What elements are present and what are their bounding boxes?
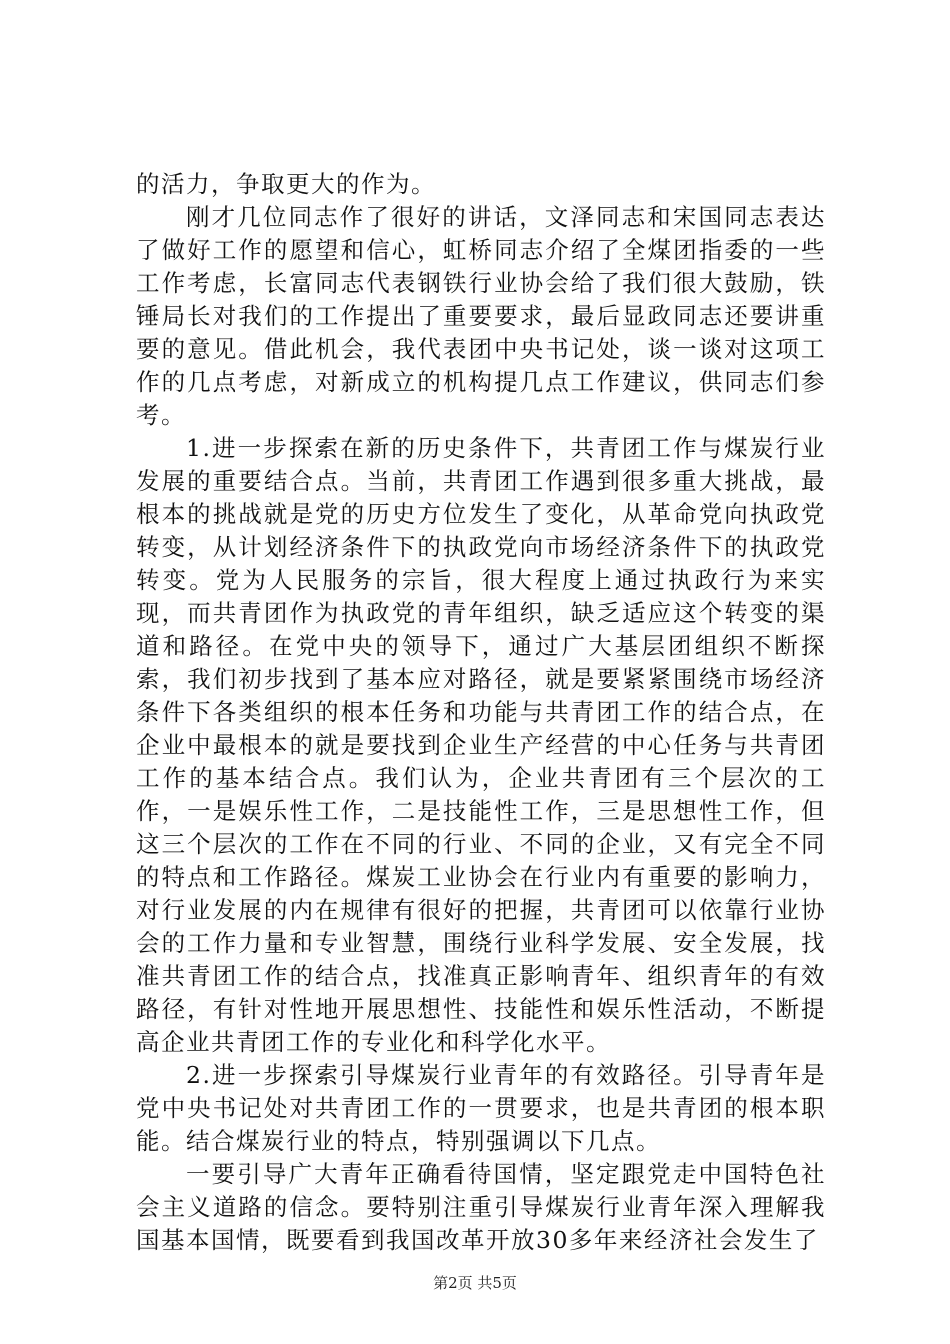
paragraph-point-1: 1.进一步探索在新的历史条件下，共青团工作与煤炭行业发展的重要结合点。当前，共青团工作遇到很多重大挑战，最根本的挑战就是党的历史方位发生了变化，从革命党向执政党转变，从计划经济条件下的执政党向市场经济条件下的执政党转变。党为人民服务的宗旨，很大程度上通过执政行为来实现，而共青团作为执政党的青年组织，缺乏适应这个转变的渠道和路径。在党中央的领导下，通过广大基层团组织不断探索，我们初步找到了基本应对路径，就是要紧紧围绕市场经济条件下各类组织的根本任务和功能与共青团工作的结合点，在企业中最根本的就是要找到企业生产经营的中心任务与共青团工作的基本结合点。我们认为，企业共青团有三个层次的工作，一是娱乐性工作，二是技能性工作，三是思想性工作，但这三个层次的工作在不同的行业、不同的企业，又有完全不同的特点和工作路径。煤炭工业协会在行业内有重要的影响力，对行业发展的内在规律有很好的把握，共青团可以依靠行业协会的工作力量和专业智慧，围绕行业科学发展、安全发展，找准共青团工作的结合点，找准真正影响青年、组织青年的有效路径，有针对性地开展思想性、技能性和娱乐性活动，不断提高企业共青团工作的专业化和科学化水平。 — [136, 434, 826, 1056]
paragraph-intro: 刚才几位同志作了很好的讲话，文泽同志和宋国同志表达了做好工作的愿望和信心，虹桥同志介绍了全煤团指委的一些工作考虑，长富同志代表钢铁行业协会给了我们很大鼓励，铁锤局长对我们的工作提出了重要要求，最后显政同志还要讲重要的意见。借此机会，我代表团中央书记处，谈一谈对这项工作的几点考虑，对新成立的机构提几点工作建议，供同志们参考。 — [136, 203, 826, 429]
paragraph-point-2: 2.进一步探索引导煤炭行业青年的有效路径。引导青年是党中央书记处对共青团工作的一贯要求，也是共青团的根本职能。结合煤炭行业的特点，特别强调以下几点。 — [136, 1061, 826, 1155]
document-body — [136, 168, 826, 1257]
paragraph-sub-point-1: 一要引导广大青年正确看待国情，坚定跟党走中国特色社会主义道路的信念。要特别注重引导煤炭行业青年深入理解我国基本国情，既要看到我国改革开放30多年来经济社会发生了 — [136, 1160, 826, 1254]
paragraph-continuation: 的活力，争取更大的作为。 — [136, 170, 436, 198]
page-number: 第2页 共5页 — [433, 1274, 517, 1292]
